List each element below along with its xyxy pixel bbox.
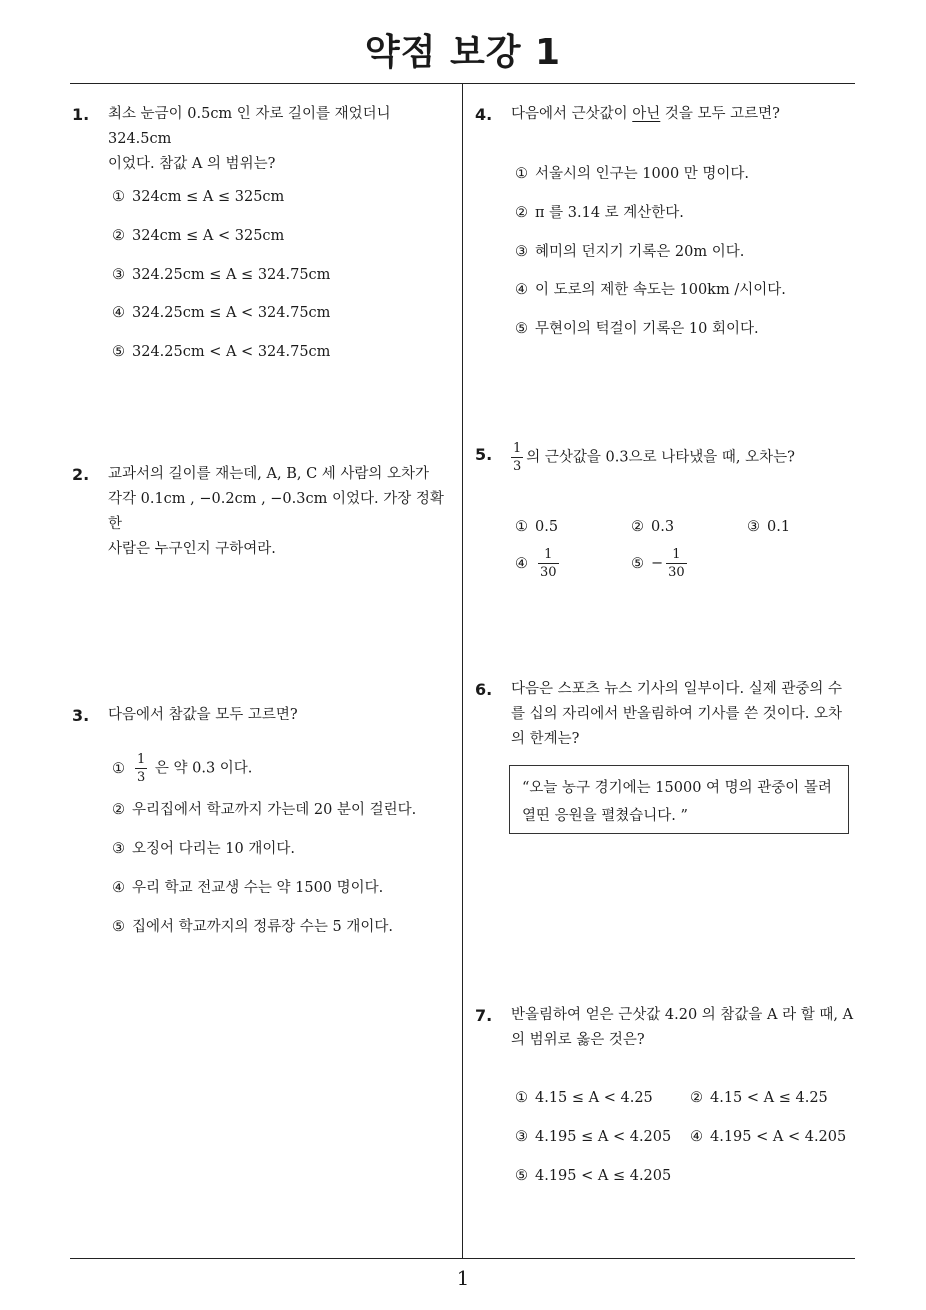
- answer-option[interactable]: [112, 915, 393, 940]
- option-mark: ①: [112, 189, 125, 205]
- answer-option[interactable]: [112, 263, 330, 288]
- question-text-line: 각각 0.1cm , −0.2cm , −0.3cm 이었다. 가장 정확한: [108, 491, 444, 532]
- fraction-denominator: 30: [540, 565, 557, 580]
- question-number: 1.: [72, 105, 90, 124]
- option-mark: ②: [690, 1090, 703, 1106]
- option-mark: ③: [515, 1129, 528, 1145]
- question-text-part: 의 근삿값을 0.3으로 나타냈을 때, 오차는?: [526, 449, 795, 466]
- option-text: 324.25cm < A < 324.75cm: [132, 344, 331, 360]
- option-mark: ④: [515, 555, 528, 572]
- option-text: π 를 3.14 로 계산한다.: [535, 205, 684, 221]
- question-number: 2.: [72, 465, 90, 484]
- answer-option[interactable]: [515, 1164, 671, 1189]
- question-text-line: 를 십의 자리에서 반올림하여 기사를 쓴 것이다. 오차: [511, 706, 843, 722]
- option-text: 4.195 < A ≤ 4.205: [535, 1168, 672, 1184]
- fraction-denominator: 3: [137, 770, 146, 785]
- option-text: 서울시의 인구는 1000 만 명이다.: [535, 166, 750, 182]
- answer-option[interactable]: [747, 515, 790, 540]
- option-text: 이 도로의 제한 속도는 100km /시이다.: [535, 282, 786, 298]
- question-number: 5.: [475, 445, 493, 464]
- option-text: 4.15 < A ≤ 4.25: [710, 1090, 828, 1106]
- answer-option[interactable]: [631, 515, 674, 540]
- question-text-part: 다음에서 근삿값이: [511, 106, 633, 122]
- option-text: 324cm ≤ A ≤ 325cm: [132, 189, 285, 205]
- fraction-numerator: 1: [666, 548, 687, 564]
- option-mark: ⑤: [112, 919, 125, 935]
- option-mark: ②: [112, 802, 125, 818]
- answer-option[interactable]: [112, 185, 284, 210]
- option-mark: ⑤: [515, 1168, 528, 1184]
- answer-option[interactable]: [515, 1086, 653, 1111]
- fraction-numerator: 1: [538, 548, 559, 564]
- option-mark: ①: [112, 760, 125, 777]
- question-text-line: 다음에서 참값을 모두 고르면?: [108, 707, 298, 723]
- question-text-line: 반올림하여 얻은 근삿값 4.20 의 참값을 A 라 할 때, A: [511, 1007, 854, 1023]
- question-text-line: 교과서의 길이를 재는데, A, B, C 세 사람의 오차가: [108, 466, 430, 482]
- option-mark: ①: [515, 1090, 528, 1106]
- question-number: 3.: [72, 706, 90, 725]
- answer-option[interactable]: [112, 837, 295, 862]
- answer-option[interactable]: [515, 317, 759, 342]
- option-mark: ④: [112, 305, 125, 321]
- question-text: [511, 677, 842, 752]
- answer-option[interactable]: [112, 301, 330, 326]
- quote-line: “오늘 농구 경기에는 15000 여 명의 관중이 몰려: [522, 780, 832, 796]
- option-mark: ③: [747, 519, 760, 535]
- answer-option[interactable]: [112, 876, 383, 901]
- question-number: 7.: [475, 1006, 493, 1025]
- option-text: 324cm ≤ A < 325cm: [132, 228, 285, 244]
- question-text-line: 의 범위로 옳은 것은?: [511, 1032, 645, 1048]
- answer-option[interactable]: [515, 1125, 671, 1150]
- option-text: 4.15 ≤ A < 4.25: [535, 1090, 653, 1106]
- fraction-denominator: 30: [668, 565, 685, 580]
- option-mark: ④: [690, 1129, 703, 1145]
- option-mark: ⑤: [631, 555, 644, 572]
- footer-rule: [70, 1258, 855, 1259]
- option-mark: ①: [515, 166, 528, 182]
- option-text: 4.195 < A < 4.205: [710, 1129, 847, 1145]
- option-text: 0.3: [651, 519, 675, 535]
- fraction-numerator: 1: [513, 441, 522, 456]
- question-text: [511, 442, 795, 473]
- answer-option[interactable]: [515, 162, 749, 187]
- answer-option[interactable]: [112, 753, 252, 784]
- option-mark: ②: [112, 228, 125, 244]
- answer-option[interactable]: [690, 1086, 828, 1111]
- column-divider: [462, 83, 463, 1258]
- option-mark: ②: [631, 519, 644, 535]
- question-text-line: 최소 눈금이 0.5cm 인 자로 길이를 재었더니 324.5cm: [108, 106, 391, 147]
- option-text: 우리집에서 학교까지 가는데 20 분이 걸린다.: [132, 802, 417, 818]
- answer-option[interactable]: [515, 240, 744, 265]
- underlined-word: 아닌: [632, 106, 661, 122]
- option-text: 은 약 0.3 이다.: [154, 760, 253, 777]
- quote-box: [509, 765, 849, 834]
- option-text: 324.25cm ≤ A ≤ 324.75cm: [132, 267, 331, 283]
- option-mark: ④: [112, 880, 125, 896]
- option-text: 오징어 다리는 10 개이다.: [132, 841, 295, 857]
- question-text: [108, 462, 457, 562]
- option-mark: ⑤: [515, 321, 528, 337]
- fraction: [666, 548, 687, 579]
- option-mark: ④: [515, 282, 528, 298]
- option-mark: ③: [112, 267, 125, 283]
- option-text: 집에서 학교까지의 정류장 수는 5 개이다.: [132, 919, 393, 935]
- fraction: [511, 442, 523, 473]
- page-title: 약점 보강 1: [364, 32, 562, 73]
- option-text: 우리 학교 전교생 수는 약 1500 명이다.: [132, 880, 384, 896]
- fraction-denominator: 3: [513, 459, 522, 474]
- answer-option[interactable]: [690, 1125, 846, 1150]
- answer-option[interactable]: [112, 340, 330, 365]
- quote-line: 열띤 응원을 펼쳤습니다. ”: [522, 808, 688, 824]
- answer-option[interactable]: [631, 548, 690, 579]
- answer-option[interactable]: [112, 224, 284, 249]
- answer-option[interactable]: [515, 515, 558, 540]
- page-number: 1: [456, 1266, 470, 1290]
- answer-option[interactable]: [515, 548, 562, 579]
- question-number: 4.: [475, 105, 493, 124]
- question-text-line: 다음은 스포츠 뉴스 기사의 일부이다. 실제 관중의 수: [511, 681, 843, 697]
- answer-option[interactable]: [515, 278, 786, 303]
- option-text: 0.5: [535, 519, 559, 535]
- fraction: [135, 753, 147, 784]
- question-text: [108, 102, 457, 177]
- question-text-line: 의 한계는?: [511, 731, 580, 747]
- question-text-part: 것을 모두 고르면?: [660, 106, 780, 122]
- option-text: 324.25cm ≤ A < 324.75cm: [132, 305, 331, 321]
- negative-sign: −: [651, 555, 664, 572]
- option-text: 무현이의 턱걸이 기록은 10 회이다.: [535, 321, 759, 337]
- option-text: 4.195 ≤ A < 4.205: [535, 1129, 672, 1145]
- question-text-line: 이었다. 참값 A 의 범위는?: [108, 156, 276, 172]
- fraction: [538, 548, 559, 579]
- question-text-line: 사람은 누구인지 구하여라.: [108, 541, 276, 557]
- option-mark: ③: [515, 244, 528, 260]
- question-text: [108, 703, 298, 728]
- option-text: 혜미의 던지기 기록은 20m 이다.: [535, 244, 745, 260]
- option-text: 0.1: [767, 519, 791, 535]
- option-mark: ②: [515, 205, 528, 221]
- option-mark: ③: [112, 841, 125, 857]
- fraction-numerator: 1: [137, 752, 146, 767]
- answer-option[interactable]: [112, 798, 416, 823]
- question-number: 6.: [475, 680, 493, 699]
- question-text: [511, 102, 780, 127]
- answer-option[interactable]: [515, 201, 684, 226]
- option-mark: ⑤: [112, 344, 125, 360]
- option-mark: ①: [515, 519, 528, 535]
- question-text: [511, 1003, 853, 1053]
